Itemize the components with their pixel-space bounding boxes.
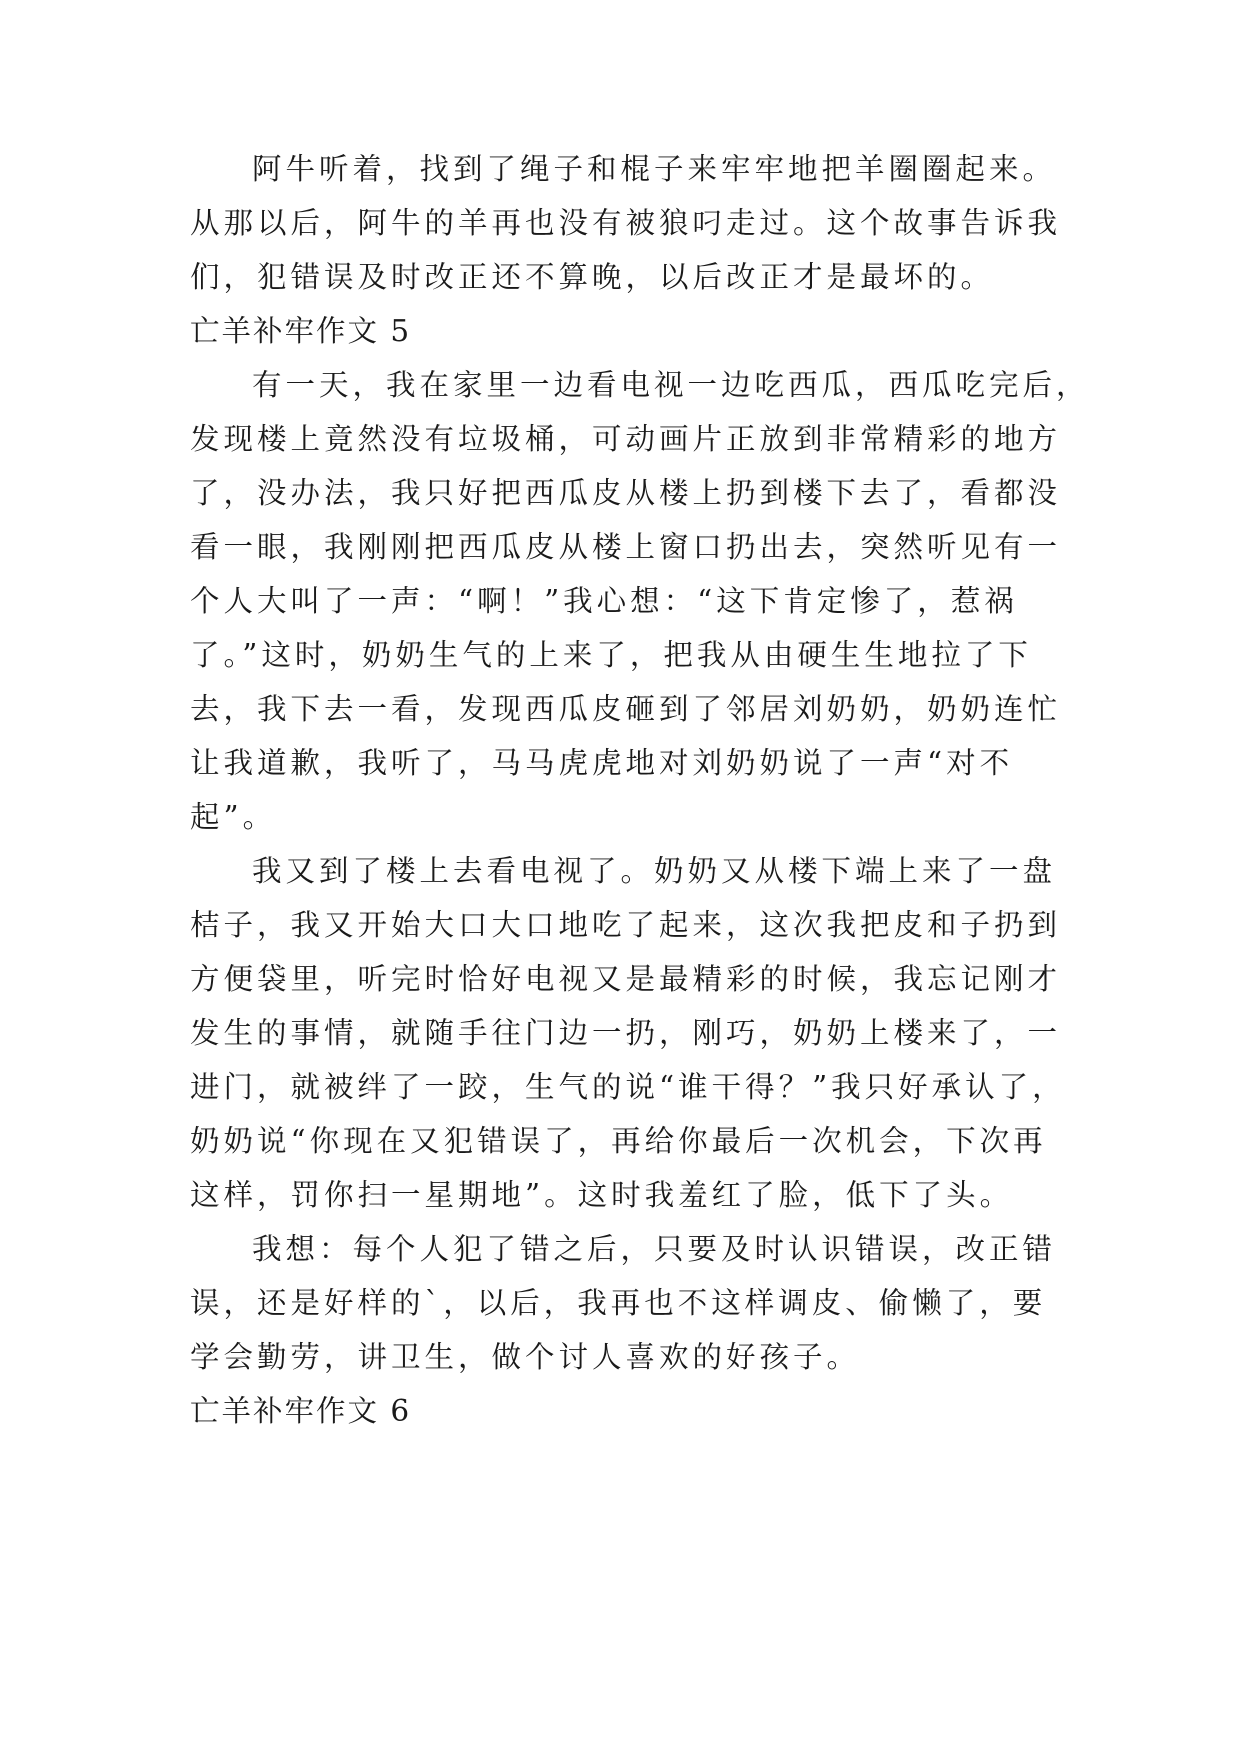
body-text-line: 我想：每个人犯了错之后，只要及时认识错误，改正错 xyxy=(252,1232,1057,1266)
section-heading: 亡羊补牢作文 5 xyxy=(190,314,412,348)
body-text-line: 了，没办法，我只好把西瓜皮从楼上扔到楼下去了，看都没 xyxy=(190,476,1062,510)
body-text-line: 阿牛听着，找到了绳子和棍子来牢牢地把羊圈圈起来。 xyxy=(252,152,1057,186)
body-text-line: 让我道歉，我听了，马马虎虎地对刘奶奶说了一声“对不 xyxy=(190,746,1014,780)
body-text-line: 去，我下去一看，发现西瓜皮砸到了邻居刘奶奶，奶奶连忙 xyxy=(190,692,1062,726)
body-text-line: 起”。 xyxy=(190,800,277,834)
body-text-line: 我又到了楼上去看电视了。奶奶又从楼下端上来了一盘 xyxy=(252,854,1057,888)
body-text-line: 有一天，我在家里一边看电视一边吃西瓜，西瓜吃完后， xyxy=(252,368,1090,402)
body-text-line: 发现楼上竟然没有垃圾桶，可动画片正放到非常精彩的地方 xyxy=(190,422,1062,456)
body-text-line: 进门，就被绊了一跤，生气的说“谁干得？”我只好承认了， xyxy=(190,1070,1066,1104)
body-text-line: 发生的事情，就随手往门边一扔，刚巧，奶奶上楼来了，一 xyxy=(190,1016,1062,1050)
body-text-line: 了。”这时，奶奶生气的上来了，把我从由硬生生地拉了下 xyxy=(190,638,1032,672)
body-text-line: 误，还是好样的`，以后，我再也不这样调皮、偷懒了，要 xyxy=(190,1286,1047,1320)
body-text-line: 奶奶说“你现在又犯错误了，再给你最后一次机会，下次再 xyxy=(190,1124,1047,1158)
body-text-line: 方便袋里，听完时恰好电视又是最精彩的时候，我忘记刚才 xyxy=(190,962,1062,996)
section-heading: 亡羊补牢作文 6 xyxy=(190,1394,412,1428)
body-text-line: 学会勤劳，讲卫生，做个讨人喜欢的好孩子。 xyxy=(190,1340,861,1374)
body-text-line: 这样，罚你扫一星期地”。这时我羞红了脸，低下了头。 xyxy=(190,1178,1014,1212)
body-text-line: 桔子，我又开始大口大口地吃了起来，这次我把皮和子扔到 xyxy=(190,908,1062,942)
body-text-line: 个人大叫了一声：“啊！”我心想：“这下肯定惨了，惹祸 xyxy=(190,584,1018,618)
body-text-line: 看一眼，我刚刚把西瓜皮从楼上窗口扔出去，突然听见有一 xyxy=(190,530,1062,564)
body-text-line: 们，犯错误及时改正还不算晚，以后改正才是最坏的。 xyxy=(190,260,995,294)
body-text-line: 从那以后，阿牛的羊再也没有被狼叼走过。这个故事告诉我 xyxy=(190,206,1062,240)
